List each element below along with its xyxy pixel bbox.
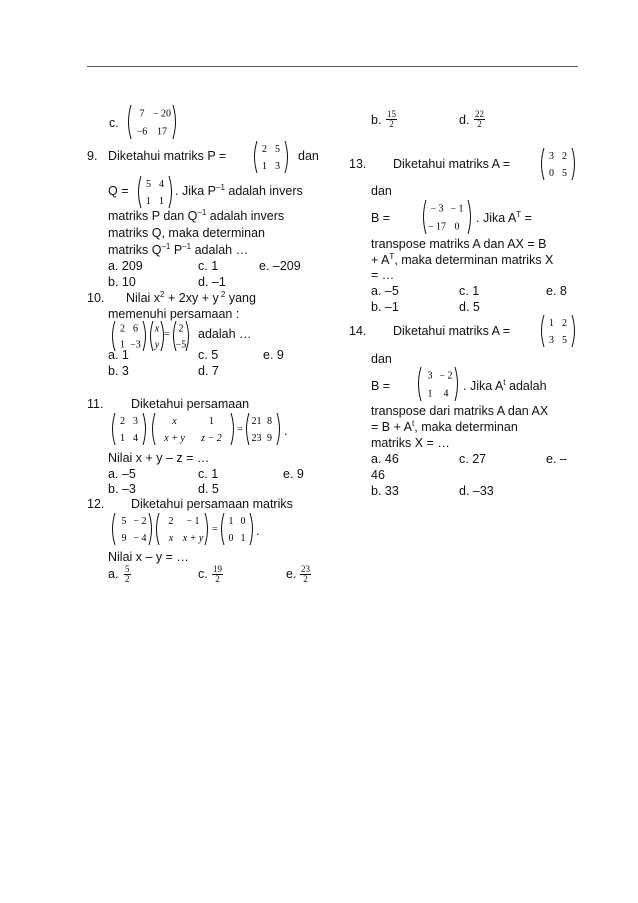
q12-option-d: d. xyxy=(459,113,470,127)
matrix-graphic xyxy=(126,104,178,140)
left-paren xyxy=(247,413,250,445)
q13-matrix-a xyxy=(539,147,577,184)
q14-line3: transpose dari matriks A dan AX xyxy=(371,404,549,418)
q13-line4: + $A^T$, maka determinan matriks X xyxy=(371,252,554,267)
q14-option-e: e. – xyxy=(546,452,567,466)
matrix-entry: 1 xyxy=(120,339,125,351)
q12-option-b: b. xyxy=(371,113,382,127)
q9-matrix-q xyxy=(136,175,174,212)
q10-option-b: b. 3 xyxy=(108,364,129,378)
matrix-entry: 2 xyxy=(120,323,125,335)
q9-line4: matriks Q, maka determinan xyxy=(108,226,265,240)
matrix-entry: 5 xyxy=(562,168,567,179)
matrix-graphic xyxy=(154,512,210,546)
matrix-entry: 23 xyxy=(251,433,262,444)
matrix-entry: − 17 xyxy=(427,221,447,233)
right-paren xyxy=(572,148,575,180)
matrix-entry: 5 xyxy=(275,144,280,155)
q9-option-e: e. –209 xyxy=(259,259,301,273)
q10-option-a: a. 1 xyxy=(108,348,129,362)
matrix-entry: 3 xyxy=(549,151,554,162)
q12-option-e: e. xyxy=(286,567,297,581)
q10-line3: adalah … xyxy=(198,327,252,341)
q12-equals: = xyxy=(212,524,218,535)
matrix-entry: 17 xyxy=(157,126,167,138)
q9-option-b: b. 10 xyxy=(108,275,136,289)
q11-line: Nilai x + y – z = … xyxy=(108,451,210,465)
matrix-entry: x xyxy=(172,416,177,427)
right-paren xyxy=(572,315,575,347)
q11-dot: . xyxy=(284,424,288,438)
matrix-graphic xyxy=(244,412,282,446)
q12-option-b-fraction: $\frac{15}{2}$ xyxy=(387,109,396,129)
right-paren xyxy=(285,141,288,173)
q13-dan: dan xyxy=(371,184,392,198)
q13-option-d: d. 5 xyxy=(459,300,480,314)
q9-q-label: Q = xyxy=(108,184,129,198)
matrix-entry: − 1 xyxy=(450,203,464,215)
right-paren xyxy=(205,513,208,545)
q14-option-d: d. –33 xyxy=(459,484,494,498)
q10-equals: = xyxy=(164,329,170,340)
matrix-graphic xyxy=(539,147,577,181)
matrix-entry: 4 xyxy=(443,388,449,400)
q13-line3: transpose matriks A dan AX = B xyxy=(371,237,547,251)
matrix-entry: x + y xyxy=(164,433,185,444)
q14-line2: . Jika $A^t$ adalah xyxy=(463,378,547,393)
right-paren xyxy=(149,513,152,545)
q13-option-b: b. –1 xyxy=(371,300,399,314)
matrix-entry: 2 xyxy=(168,516,174,527)
matrix-entry: 3 xyxy=(549,335,554,346)
q14-b-label: B = xyxy=(371,379,391,393)
q12-line: Nilai x – y = … xyxy=(108,550,189,564)
q9-option-d: d. –1 xyxy=(198,275,226,289)
q14-matrix-b xyxy=(416,366,460,405)
q11-equals: = xyxy=(237,424,243,435)
matrix-graphic xyxy=(110,512,154,546)
q11-option-e: e. 9 xyxy=(283,467,304,481)
matrix-entry: 3 xyxy=(427,370,433,382)
q14-line5: matriks X = … xyxy=(371,436,450,450)
header-rule xyxy=(87,66,578,67)
right-paren xyxy=(455,367,458,401)
q12-option-c-fraction: $\frac{19}{2}$ xyxy=(213,564,222,584)
matrix-entry: −3 xyxy=(130,339,141,351)
q12-option-d-fraction: $\frac{22}{2}$ xyxy=(475,109,484,129)
matrix-graphic xyxy=(416,366,460,402)
matrix-entry: 2 xyxy=(562,318,567,329)
matrix-entry: z − 2 xyxy=(201,433,222,444)
matrix-graphic xyxy=(171,320,191,352)
q10-matrix-rhs xyxy=(171,320,191,355)
matrix-entry: 2 xyxy=(178,323,184,335)
matrix-entry: 1 xyxy=(120,433,125,444)
q9-option-c: c. 1 xyxy=(198,259,219,273)
q8-option-c-matrix xyxy=(126,104,178,143)
matrix-entry: − 4 xyxy=(133,533,147,544)
q10-option-d: d. 7 xyxy=(198,364,219,378)
left-paren xyxy=(419,367,422,401)
left-paren xyxy=(542,148,545,180)
matrix-graphic xyxy=(150,412,236,446)
right-paren xyxy=(169,176,172,208)
left-paren xyxy=(153,413,156,445)
matrix-entry: 7 xyxy=(139,108,145,120)
matrix-entry: 0 xyxy=(454,221,460,233)
left-paren xyxy=(139,176,142,208)
q11-matrix-rhs xyxy=(244,412,282,449)
matrix-entry: 21 xyxy=(251,416,262,427)
matrix-entry: 3 xyxy=(275,161,280,172)
left-paren xyxy=(113,513,116,545)
matrix-entry: 2 xyxy=(120,416,125,427)
matrix-entry: 5 xyxy=(146,179,151,190)
q11-option-b: b. –3 xyxy=(108,482,136,496)
q9-number: 9. xyxy=(87,149,98,163)
q13-number: 13. xyxy=(349,157,367,171)
left-paren xyxy=(255,141,258,173)
q14-option-b: b. 33 xyxy=(371,484,399,498)
q12-matrix-middle xyxy=(154,512,210,549)
q13-option-a: a. –5 xyxy=(371,284,399,298)
matrix-entry: 1 xyxy=(209,416,214,427)
q11-matrix-left xyxy=(110,412,148,449)
q13-line5: = … xyxy=(371,268,395,282)
q10-line2: memenuhi persamaan : xyxy=(108,307,240,321)
matrix-entry: 1 xyxy=(262,161,267,172)
matrix-entry: 9 xyxy=(121,533,127,544)
q13-line2: . Jika $A^T$ = xyxy=(476,210,532,225)
q11-title: Diketahui persamaan xyxy=(131,397,250,411)
matrix-graphic xyxy=(219,512,255,546)
matrix-entry: − 3 xyxy=(430,203,444,215)
q11-option-c: c. 1 xyxy=(198,467,219,481)
q12-matrix-rhs xyxy=(219,512,255,549)
left-paren xyxy=(424,200,427,234)
matrix-entry: y xyxy=(154,339,160,351)
right-paren xyxy=(277,413,280,445)
q10-line1: Nilai $x^2 + 2xy + y$ $^2$ yang xyxy=(126,290,256,305)
matrix-entry: 4 xyxy=(159,179,164,190)
q11-matrix-middle xyxy=(150,412,236,449)
matrix-graphic xyxy=(539,314,577,348)
q14-dan: dan xyxy=(371,352,392,366)
q14-option-e-cont: 46 xyxy=(371,468,385,482)
matrix-entry: x xyxy=(168,533,174,544)
q9-line5: matriks $Q^{-1}$ $P^{-1}$ adalah … xyxy=(108,242,249,257)
matrix-entry: 4 xyxy=(133,433,138,444)
right-paren xyxy=(143,413,146,445)
matrix-entry: −6 xyxy=(136,126,148,138)
matrix-entry: 1 xyxy=(146,196,151,207)
matrix-entry: x xyxy=(154,323,160,335)
q9-option-a: a. 209 xyxy=(108,259,143,273)
q9-dan: dan xyxy=(298,149,319,163)
matrix-entry: 1 xyxy=(427,388,433,400)
right-paren xyxy=(231,413,234,445)
left-paren xyxy=(222,513,225,545)
q10-number: 10. xyxy=(87,291,105,305)
matrix-entry: 1 xyxy=(159,196,164,207)
q11-number: 11. xyxy=(87,397,104,411)
q13-option-e: e. 8 xyxy=(546,284,567,298)
matrix-entry: −5 xyxy=(175,339,187,351)
q12-matrix-left xyxy=(110,512,154,549)
matrix-entry: 0 xyxy=(549,168,554,179)
q11-option-a: a. –5 xyxy=(108,467,136,481)
matrix-entry: − 2 xyxy=(133,516,147,527)
right-paren xyxy=(468,200,471,234)
left-paren xyxy=(129,105,132,139)
q9-line3: matriks P dan $Q^{-1}$ adalah invers xyxy=(108,208,285,223)
q12-option-a: a. xyxy=(108,567,119,581)
q13-line1: Diketahui matriks A = xyxy=(393,157,511,171)
matrix-entry: 2 xyxy=(562,151,567,162)
matrix-entry: x + y xyxy=(182,533,204,544)
right-paren xyxy=(143,321,146,351)
q14-line4: = $B + A^t$, maka determinan xyxy=(371,419,518,434)
left-paren xyxy=(542,315,545,347)
q14-matrix-a xyxy=(539,314,577,351)
matrix-entry: 6 xyxy=(133,323,138,335)
matrix-entry: − 2 xyxy=(439,370,453,382)
matrix-graphic xyxy=(136,175,174,209)
matrix-entry: 1 xyxy=(549,318,554,329)
q12-title: Diketahui persamaan matriks xyxy=(131,497,293,511)
q10-option-c: c. 5 xyxy=(198,348,219,362)
q9-line2: . Jika $P^{-1}$ adalah invers xyxy=(175,183,303,198)
matrix-entry: 2 xyxy=(262,144,267,155)
matrix-entry: 8 xyxy=(267,416,272,427)
q14-number: 14. xyxy=(349,324,367,338)
q9-matrix-p xyxy=(252,140,290,177)
matrix-entry: 3 xyxy=(133,416,138,427)
matrix-entry: 0 xyxy=(228,533,234,544)
matrix-entry: 1 xyxy=(240,533,246,544)
matrix-entry: 1 xyxy=(228,516,234,527)
q9-line1: Diketahui matriks P = xyxy=(108,149,227,163)
matrix-entry: 0 xyxy=(240,516,246,527)
matrix-graphic xyxy=(421,199,473,235)
q12-option-c: c. xyxy=(198,567,208,581)
q13-option-c: c. 1 xyxy=(459,284,480,298)
left-paren xyxy=(151,321,154,351)
q14-line1: Diketahui matriks A = xyxy=(393,324,511,338)
matrix-entry: 9 xyxy=(267,433,272,444)
matrix-graphic xyxy=(110,412,148,446)
q13-b-label: B = xyxy=(371,211,391,225)
q12-number: 12. xyxy=(87,497,105,511)
q14-option-c: c. 27 xyxy=(459,452,487,466)
right-paren xyxy=(186,321,189,351)
q12-dot: . xyxy=(256,524,260,538)
q12-option-a-fraction: $\frac{5}{2}$ xyxy=(125,564,130,584)
matrix-graphic xyxy=(252,140,290,174)
matrix-entry: − 20 xyxy=(152,108,172,120)
matrix-entry: − 1 xyxy=(186,516,200,527)
right-paren xyxy=(173,105,176,139)
matrix-entry: 5 xyxy=(121,516,127,527)
left-paren xyxy=(113,413,116,445)
right-paren xyxy=(250,513,253,545)
q13-matrix-b xyxy=(421,199,473,238)
q10-option-e: e. 9 xyxy=(263,348,284,362)
left-paren xyxy=(113,321,116,351)
q12-option-e-fraction: $\frac{23}{2}$ xyxy=(301,564,310,584)
matrix-entry: 5 xyxy=(562,335,567,346)
q11-option-d: d. 5 xyxy=(198,482,219,496)
q8-option-c-label: c. xyxy=(109,116,119,130)
q14-option-a: a. 46 xyxy=(371,452,399,466)
left-paren xyxy=(157,513,160,545)
